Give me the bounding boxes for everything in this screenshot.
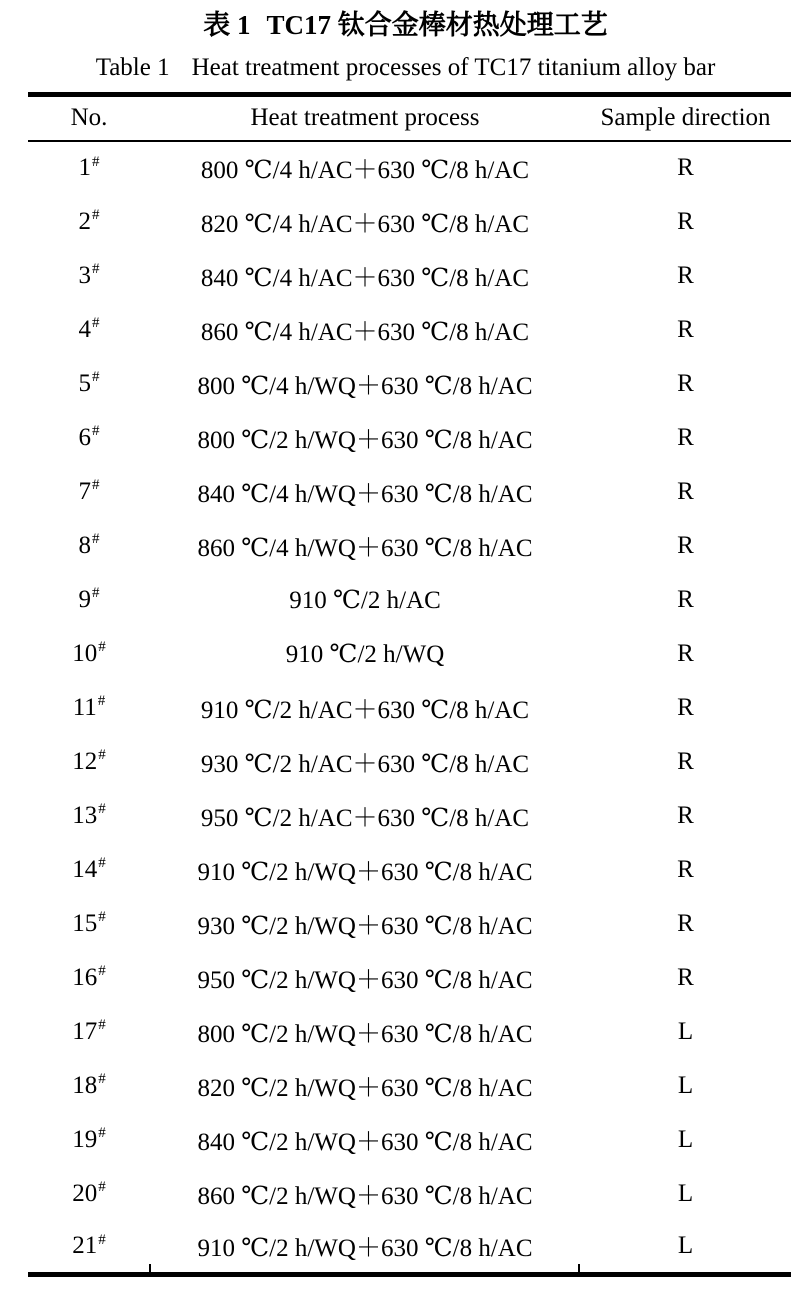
- cell-direction: R: [677, 747, 694, 775]
- cell-process: 910 ℃/2 h/WQ＋630 ℃/8 h/AC: [197, 858, 533, 886]
- row-number-suffix: #: [92, 423, 100, 440]
- table-row: [28, 195, 791, 249]
- cell-no: [28, 465, 150, 519]
- table-row: [28, 1167, 791, 1221]
- cell-direction: R: [677, 315, 694, 343]
- cell-direction: R: [677, 531, 694, 559]
- cell-process: 840 ℃/4 h/WQ＋630 ℃/8 h/AC: [197, 480, 533, 508]
- cell-no: [28, 627, 150, 681]
- row-number: 8: [78, 531, 91, 559]
- row-number-suffix: #: [98, 801, 106, 818]
- row-number-suffix: #: [98, 1179, 106, 1196]
- cell-direction: R: [677, 855, 694, 883]
- cell-direction: L: [677, 1071, 694, 1099]
- cell-no: [28, 789, 150, 843]
- row-number-suffix: #: [92, 153, 100, 170]
- row-number-suffix: #: [92, 477, 100, 494]
- table-header: [28, 95, 791, 141]
- cell-process: 910 ℃/2 h/AC＋630 ℃/8 h/AC: [200, 696, 530, 724]
- cell-process: 800 ℃/4 h/AC＋630 ℃/8 h/AC: [200, 157, 530, 184]
- cell-direction: R: [677, 639, 694, 667]
- table-row: [28, 951, 791, 1005]
- table-row: [28, 681, 791, 735]
- col-header-process: Heat treatment process: [150, 95, 580, 141]
- row-number: 12: [72, 747, 98, 775]
- cell-no: [28, 1059, 150, 1113]
- table-caption-en-title: Heat treatment processes of TC17 titanium alloy bar: [191, 54, 716, 81]
- row-number: 4: [78, 315, 91, 343]
- cell-no: [28, 735, 150, 789]
- table-row: [28, 1005, 791, 1059]
- row-number-suffix: #: [98, 639, 106, 656]
- row-number-suffix: #: [92, 261, 100, 278]
- row-number: 16: [72, 963, 98, 991]
- cell-direction: R: [677, 963, 694, 991]
- cell-direction: R: [677, 369, 694, 397]
- cell-direction: L: [677, 1232, 694, 1260]
- row-number: 3: [78, 261, 91, 289]
- cell-process: 910 ℃/2 h/WQ: [285, 640, 445, 668]
- table-row: [28, 573, 791, 627]
- cell-process: 800 ℃/2 h/WQ＋630 ℃/8 h/AC: [197, 426, 533, 454]
- row-number: 1: [78, 154, 91, 181]
- row-number: 9: [78, 585, 91, 613]
- cell-process: 910 ℃/2 h/WQ＋630 ℃/8 h/AC: [197, 1235, 533, 1263]
- row-number: 6: [78, 423, 91, 451]
- table-row: [28, 735, 791, 789]
- cell-process: 840 ℃/4 h/AC＋630 ℃/8 h/AC: [200, 264, 530, 292]
- cell-direction: R: [677, 207, 694, 235]
- table-row: [28, 411, 791, 465]
- row-number: 13: [72, 801, 98, 829]
- cell-no: [28, 519, 150, 573]
- cell-process: 820 ℃/4 h/AC＋630 ℃/8 h/AC: [200, 210, 530, 238]
- row-number-suffix: #: [98, 1231, 106, 1248]
- row-number: 14: [72, 855, 98, 883]
- row-number-suffix: #: [92, 585, 100, 602]
- data-table: [28, 92, 791, 1277]
- row-number-suffix: #: [98, 1017, 106, 1034]
- table-row: [28, 141, 791, 195]
- row-number-suffix: #: [92, 369, 100, 386]
- table-row: [28, 627, 791, 681]
- table-row: [28, 1221, 791, 1275]
- cell-process: 950 ℃/2 h/AC＋630 ℃/8 h/AC: [200, 804, 530, 832]
- row-number: 2: [78, 207, 91, 235]
- table-row: [28, 789, 791, 843]
- cell-no: [28, 411, 150, 465]
- cell-process: 950 ℃/2 h/WQ＋630 ℃/8 h/AC: [197, 966, 533, 994]
- cell-direction: R: [677, 693, 694, 721]
- row-number: 15: [72, 909, 98, 937]
- row-number: 20: [72, 1179, 98, 1207]
- table-row: [28, 1059, 791, 1113]
- cell-process: 860 ℃/2 h/WQ＋630 ℃/8 h/AC: [197, 1182, 533, 1210]
- cell-direction: R: [677, 261, 694, 289]
- cell-no: [28, 303, 150, 357]
- cell-no: [28, 1113, 150, 1167]
- cell-process: 860 ℃/4 h/AC＋630 ℃/8 h/AC: [200, 318, 530, 346]
- heat-treatment-table: [28, 92, 791, 1277]
- cell-process: 840 ℃/2 h/WQ＋630 ℃/8 h/AC: [197, 1128, 533, 1156]
- cell-direction: R: [677, 154, 694, 181]
- table-caption-cn-title: TC17 钛合金棒材热处理工艺: [266, 10, 608, 40]
- cell-no: [28, 573, 150, 627]
- row-number: 21: [72, 1232, 98, 1260]
- cell-no: [28, 357, 150, 411]
- table-caption-cn-label: 表 1: [203, 10, 251, 40]
- row-number-suffix: #: [98, 1071, 106, 1088]
- cell-process: 800 ℃/2 h/WQ＋630 ℃/8 h/AC: [197, 1020, 533, 1048]
- row-number-suffix: #: [97, 693, 106, 710]
- row-number-suffix: #: [92, 207, 100, 224]
- cell-no: [28, 1005, 150, 1059]
- row-number: 19: [72, 1125, 98, 1153]
- cell-direction: L: [677, 1179, 694, 1207]
- cell-process: 910 ℃/2 h/AC: [289, 586, 441, 614]
- cell-process: 860 ℃/4 h/WQ＋630 ℃/8 h/AC: [197, 534, 533, 562]
- cell-direction: R: [677, 477, 694, 505]
- cell-direction: L: [677, 1017, 694, 1045]
- cell-no: [28, 681, 150, 735]
- cell-no: [28, 141, 150, 195]
- table-caption-chinese: [0, 0, 811, 43]
- cell-direction: L: [677, 1125, 694, 1153]
- row-number: 5: [78, 369, 91, 397]
- cell-direction: R: [677, 423, 694, 451]
- row-number: 18: [72, 1071, 98, 1099]
- cell-no: [28, 1221, 150, 1275]
- table-row: [28, 303, 791, 357]
- row-number-suffix: #: [98, 747, 106, 764]
- cell-no: [28, 843, 150, 897]
- row-number: 17: [72, 1017, 98, 1045]
- header-row: [28, 95, 791, 141]
- table-body: [28, 141, 791, 1275]
- cell-no: [28, 249, 150, 303]
- col-header-sample-direction: Sample direction: [580, 95, 791, 141]
- cell-no: [28, 951, 150, 1005]
- table-row: [28, 1113, 791, 1167]
- row-number-suffix: #: [98, 1125, 106, 1142]
- cell-direction: R: [677, 909, 694, 937]
- column-divider-tick: [149, 1264, 151, 1272]
- table-row: [28, 249, 791, 303]
- table-caption-english: [0, 51, 811, 85]
- row-number: 11: [72, 693, 97, 721]
- cell-no: [28, 195, 150, 249]
- table-row: [28, 843, 791, 897]
- table-caption-en-label: Table 1: [95, 54, 170, 81]
- row-number-suffix: #: [92, 531, 100, 548]
- cell-process: 800 ℃/4 h/WQ＋630 ℃/8 h/AC: [197, 372, 533, 400]
- cell-direction: R: [677, 801, 694, 829]
- table-row: [28, 519, 791, 573]
- cell-process: 820 ℃/2 h/WQ＋630 ℃/8 h/AC: [197, 1074, 533, 1102]
- row-number-suffix: #: [98, 909, 106, 926]
- row-number-suffix: #: [98, 963, 106, 980]
- col-header-no: No.: [28, 95, 150, 141]
- cell-no: [28, 1167, 150, 1221]
- cell-no: [28, 897, 150, 951]
- row-number: 10: [72, 639, 98, 667]
- cell-direction: R: [677, 585, 694, 613]
- table-row: [28, 357, 791, 411]
- cell-process: 930 ℃/2 h/WQ＋630 ℃/8 h/AC: [197, 912, 533, 940]
- row-number-suffix: #: [92, 315, 100, 332]
- row-number-suffix: #: [98, 855, 106, 872]
- table-row: [28, 465, 791, 519]
- column-divider-tick: [578, 1264, 580, 1272]
- cell-process: 930 ℃/2 h/AC＋630 ℃/8 h/AC: [200, 750, 530, 778]
- table-row: [28, 897, 791, 951]
- row-number: 7: [78, 477, 91, 505]
